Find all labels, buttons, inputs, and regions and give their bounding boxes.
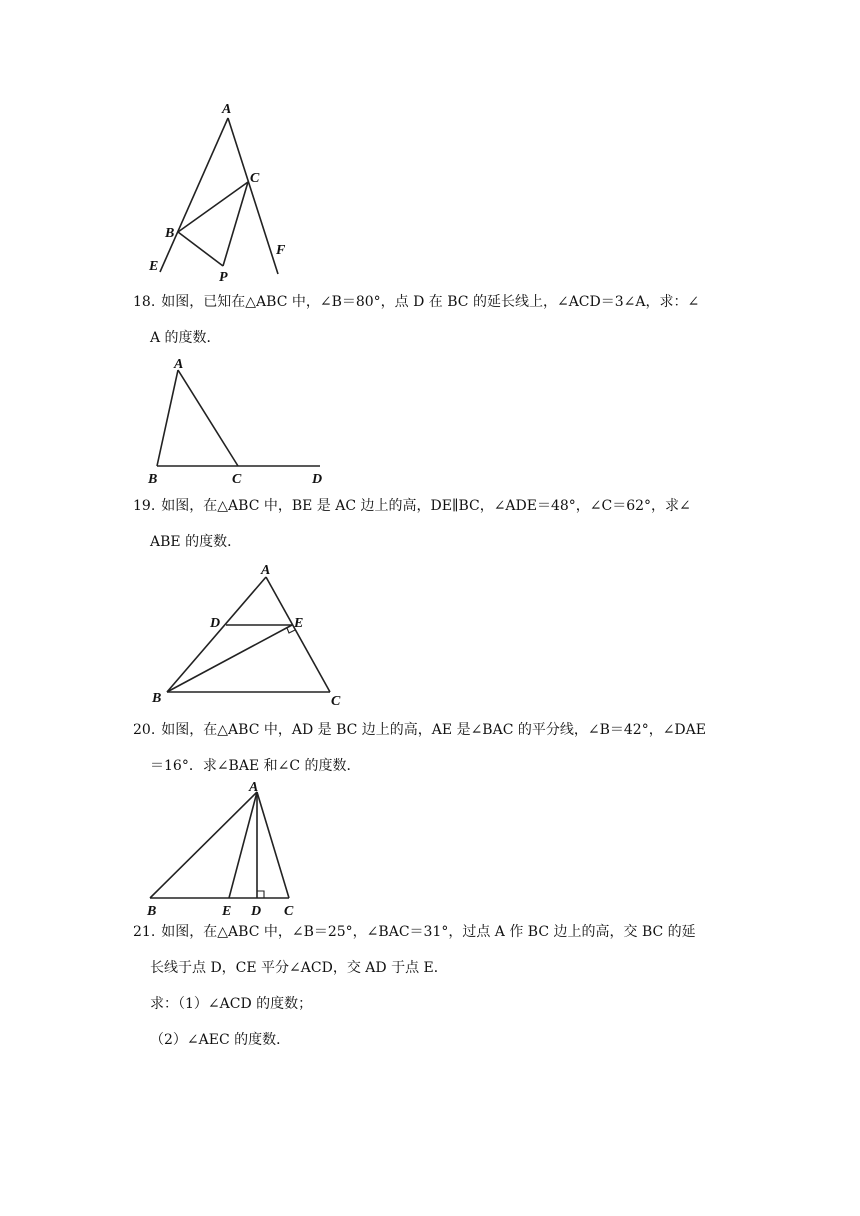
label-A: A xyxy=(249,780,259,795)
question-text-line2: ABE 的度数． xyxy=(150,534,242,550)
question-text-line1: 如图，在△ABC 中，∠B＝25°，∠BAC＝31°，过点 A 作 BC 边上的高，交 BC 的延 xyxy=(161,924,696,940)
question-18 xyxy=(133,284,733,356)
label-P: P xyxy=(219,270,228,285)
segment-AE xyxy=(229,792,257,898)
segment-AB xyxy=(150,792,257,898)
segment-AB xyxy=(167,577,266,692)
label-B: B xyxy=(147,904,157,919)
segment-BP xyxy=(178,232,223,266)
label-A: A xyxy=(222,102,232,117)
question-text-line2: 长线于点 D，CE 平分∠ACD，交 AD 于点 E． xyxy=(150,960,448,976)
question-number: 21. xyxy=(133,924,156,940)
question-21 xyxy=(133,914,733,1058)
figure-q20 xyxy=(0,775,860,925)
label-C: C xyxy=(250,171,260,186)
label-E: E xyxy=(222,904,232,919)
segment-CP xyxy=(223,182,248,266)
segment-BE xyxy=(167,625,292,692)
label-D: D xyxy=(251,904,262,919)
label-C: C xyxy=(284,904,294,919)
question-text-line1: 如图，在△ABC 中，BE 是 AC 边上的高，DE∥BC，∠ADE＝48°，∠C＝62°，求∠ xyxy=(161,498,691,514)
segment-AF xyxy=(228,118,278,274)
label-E: E xyxy=(294,616,304,631)
label-A: A xyxy=(174,357,184,372)
label-B: B xyxy=(165,226,175,241)
label-B: B xyxy=(148,472,158,487)
segment-AC xyxy=(257,792,289,898)
segment-AC xyxy=(178,370,238,466)
figure-q19 xyxy=(0,555,860,715)
question-text-line2: A 的度数． xyxy=(150,330,221,346)
label-B: B xyxy=(152,691,162,706)
right-angle-mark xyxy=(257,891,264,898)
segment-AB xyxy=(157,370,178,466)
label-D: D xyxy=(312,472,323,487)
label-C: C xyxy=(331,694,341,709)
question-19 xyxy=(133,488,733,560)
segment-EA xyxy=(160,118,228,272)
figure-q17 xyxy=(0,0,860,300)
figure-q18 xyxy=(0,350,860,490)
question-20 xyxy=(133,712,733,784)
question-text-line1: 如图，在△ABC 中，AD 是 BC 边上的高，AE 是∠BAC 的平分线，∠B＝42°，∠DAE xyxy=(161,722,706,738)
question-part-1: 求：（1）∠ACD 的度数； xyxy=(150,996,313,1012)
label-A: A xyxy=(261,563,271,578)
question-part-2: （2）∠AEC 的度数． xyxy=(150,1032,291,1048)
label-D: D xyxy=(210,616,221,631)
question-text-line1: 如图，已知在△ABC 中，∠B＝80°，点 D 在 BC 的延长线上，∠ACD＝3∠A，求：∠ xyxy=(161,294,700,310)
label-F: F xyxy=(276,243,286,258)
label-E: E xyxy=(149,259,159,274)
question-text-line2: ＝16°．求∠BAE 和∠C 的度数． xyxy=(150,758,361,774)
question-number: 19. xyxy=(133,498,156,514)
label-C: C xyxy=(232,472,242,487)
question-number: 18. xyxy=(133,294,156,310)
question-number: 20. xyxy=(133,722,156,738)
